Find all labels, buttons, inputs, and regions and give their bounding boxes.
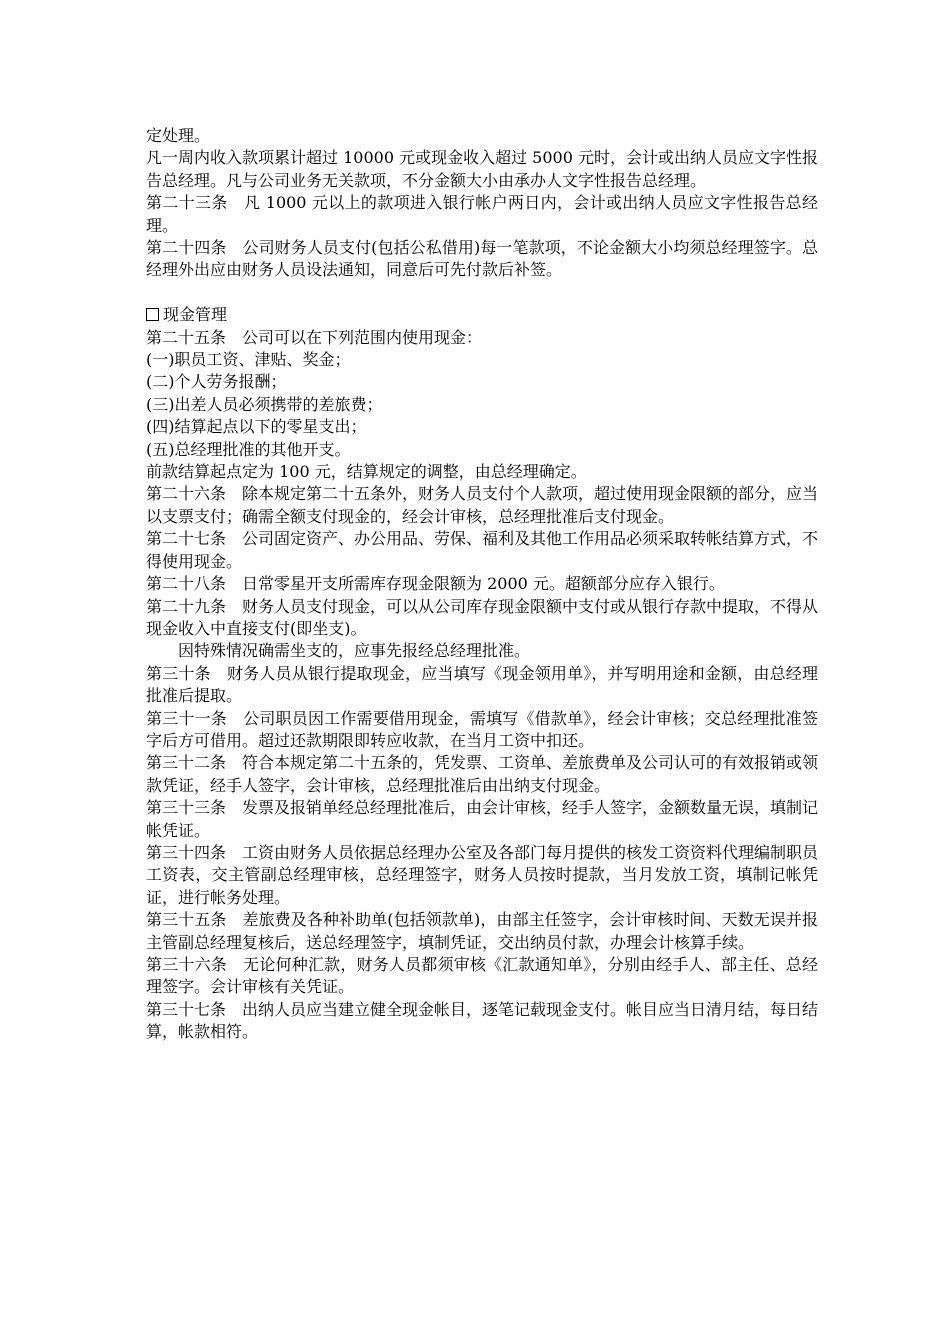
section-heading <box>146 304 818 326</box>
article-30: 第三十条 财务人员从银行提取现金，应当填写《现金领用单》，并写明用途和金额，由总经理批准后提取。 <box>146 663 818 706</box>
article-33: 第三十三条 发票及报销单经总经理批准后，由会计审核，经手人签字，金额数量无误，填制记帐凭证。 <box>146 798 819 840</box>
list-item: (二)个人劳务报酬； <box>146 372 287 392</box>
paragraph: 前款结算起点定为 100 元，结算规定的调整，由总经理确定。 <box>146 462 587 482</box>
article-25: 第二十五条 公司可以在下列范围内使用现金： <box>146 327 483 347</box>
article-26: 第二十六条 除本规定第二十五条外，财务人员支付个人款项，超过使用现金限额的部分，应当以支票支付；确需全额支付现金的，经会计审核，总经理批准后支付现金。 <box>146 484 819 526</box>
article-23: 第二十三条 凡 1000 元以上的款项进入银行帐户两日内，会计或出纳人员应文字性报告总经理。 <box>146 193 818 235</box>
section-heading-text: 现金管理 <box>163 305 228 325</box>
article-37: 第三十七条 出纳人员应当建立健全现金帐目，逐笔记载现金支付。帐目应当日清月结，每日结算，帐款相符。 <box>146 999 819 1042</box>
checkbox-icon <box>146 308 159 321</box>
article-27: 第二十七条 公司固定资产、办公用品、劳保、福利及其他工作用品必须采取转帐结算方式，不得使用现金。 <box>146 529 819 571</box>
list-item: (四)结算起点以下的零星支出； <box>146 417 367 437</box>
list-item: (三)出差人员必须携带的差旅费； <box>146 394 383 414</box>
article-31: 第三十一条 公司职员因工作需要借用现金，需填写《借款单》，经会计审核；交总经理批准签字后方可借用。超过还款期限即转应收款，在当月工资中扣还。 <box>146 708 818 750</box>
article-35: 第三十五条 差旅费及各种补助单(包括领款单)，由部主任签字，会计审核时间、天数无误并报主管副总经理复核后，送总经理签字，填制凭证，交出纳员付款，办理会计核算手续。 <box>146 910 818 952</box>
article-32: 第三十二条 符合本规定第二十五条的，凭发票、工资单、差旅费单及公司认可的有效报销或领款凭证，经手人签字，会计审核，总经理批准后由出纳支付现金。 <box>146 753 819 795</box>
blank-line <box>146 282 818 304</box>
document-page <box>146 125 818 1044</box>
paragraph: 定处理。 <box>146 126 211 145</box>
paragraph: 凡一周内收入款项累计超过 10000 元或现金收入超过 5000 元时，会计或出纳人员应文字性报告总经理。凡与公司业务无关款项，不分金额大小由承办人文字性报告总经理。 <box>146 148 818 190</box>
article-29: 第二十九条 财务人员支付现金，可以从公司库存现金限额中支付或从银行存款中提取，不得从现金收入中直接支付(即坐支)。 <box>146 596 819 638</box>
article-24: 第二十四条 公司财务人员支付(包括公私借用)每一笔款项，不论金额大小均须总经理签字。总经理外出应由财务人员设法通知，同意后可先付款后补签。 <box>146 238 818 280</box>
list-item: (五)总经理批准的其他开支。 <box>146 439 351 459</box>
article-28: 第二十八条 日常零星开支所需库存现金限额为 2000 元。超额部分应存入银行。 <box>146 574 725 594</box>
article-34: 第三十四条 工资由财务人员依据总经理办公室及各部门每月提供的核发工资资料代理编制职员工资表，交主管副总经理审核，总经理签字，财务人员按时提款，当月发放工资，填制记帐凭证，进行帐务处理。 <box>146 842 819 907</box>
article-36: 第三十六条 无论何种汇款，财务人员都须审核《汇款通知单》，分别由经手人、部主任、总经理签字。会计审核有关凭证。 <box>146 955 818 997</box>
indented-note: 因特殊情况确需坐支的，应事先报经总经理批准。 <box>178 641 531 661</box>
list-item: (一)职员工资、津贴、奖金； <box>146 350 351 370</box>
